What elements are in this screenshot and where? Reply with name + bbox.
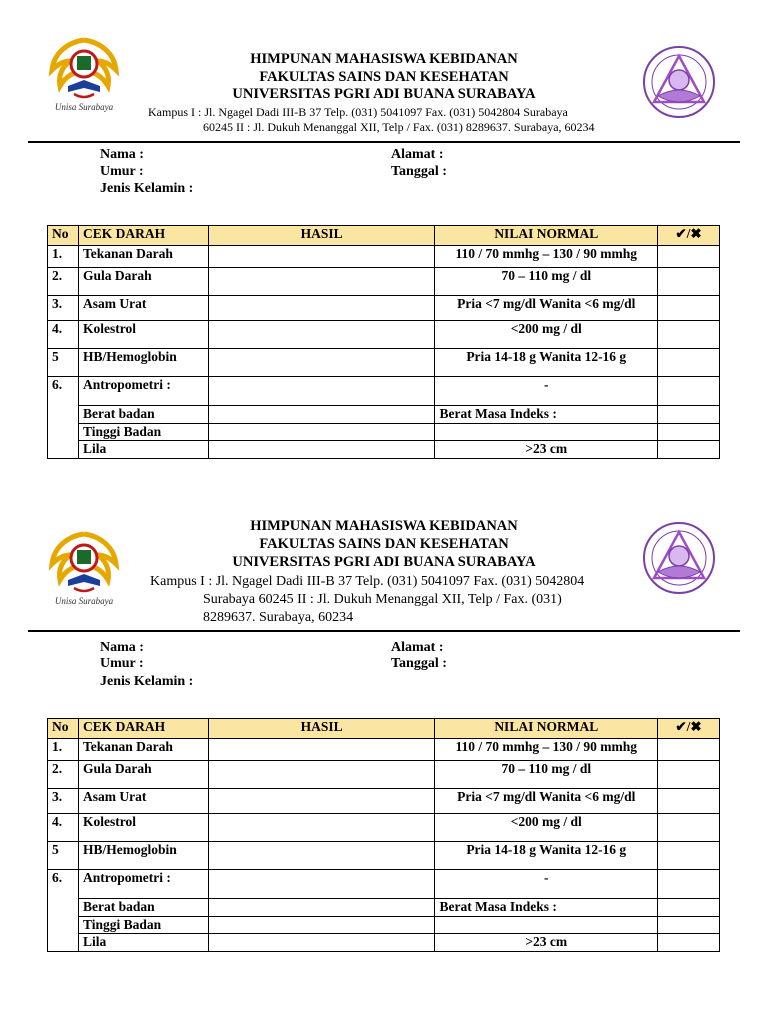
row-no: 2. xyxy=(48,761,79,789)
row-no: 1. xyxy=(48,739,79,761)
row-test: HB/Hemoglobin xyxy=(78,349,208,377)
table-header-row xyxy=(48,226,720,246)
faculty-name: FAKULTAS SAINS DAN KESEHATAN xyxy=(259,69,509,85)
subrow-normal xyxy=(435,424,658,441)
result-cell[interactable] xyxy=(208,441,435,459)
row-test: Antropometri : xyxy=(78,870,208,899)
nama-label: Nama : xyxy=(100,147,144,162)
header-divider xyxy=(28,630,740,632)
table-row xyxy=(48,321,720,349)
nama-label: Nama : xyxy=(100,640,144,655)
himpunan-seal xyxy=(636,44,722,120)
check-cell[interactable] xyxy=(658,296,720,321)
table-row xyxy=(48,296,720,321)
umur-label: Umur : xyxy=(100,164,144,179)
row-test: HB/Hemoglobin xyxy=(78,842,208,870)
university-name: UNIVERSITAS PGRI ADI BUANA SURABAYA xyxy=(232,86,536,102)
row-no: 6. xyxy=(48,377,79,406)
result-cell[interactable] xyxy=(208,377,435,406)
result-cell[interactable] xyxy=(208,406,435,424)
table-row xyxy=(48,739,720,761)
table-row xyxy=(48,789,720,814)
check-cell[interactable] xyxy=(658,761,720,789)
col-header-cek-darah: CEK DARAH xyxy=(78,226,208,246)
result-cell[interactable] xyxy=(208,268,435,296)
col-header-hasil: HASIL xyxy=(208,719,435,739)
col-header-cek-darah: CEK DARAH xyxy=(78,719,208,739)
result-cell[interactable] xyxy=(208,899,435,917)
row-test: Asam Urat xyxy=(78,296,208,321)
check-cell[interactable] xyxy=(658,268,720,296)
table-subrow xyxy=(48,424,720,441)
table-row xyxy=(48,870,720,899)
check-cell[interactable] xyxy=(658,321,720,349)
subrow-test: Lila xyxy=(78,441,208,459)
result-cell[interactable] xyxy=(208,870,435,899)
address-line-2: 60245 II : Jl. Dukuh Menanggal XII, Telp / Fax. (031) 8289637. Surabaya, 60234 xyxy=(203,120,595,134)
subrow-normal xyxy=(435,917,658,934)
org-name: HIMPUNAN MAHASISWA KEBIDANAN xyxy=(250,518,518,534)
col-header-no: No xyxy=(48,226,79,246)
table-row xyxy=(48,349,720,377)
address-line-1: Kampus I : Jl. Ngagel Dadi III-B 37 Telp. (031) 5041097 Fax. (031) 5042804 Surabaya xyxy=(148,105,568,119)
address-line-1: Kampus I : Jl. Ngagel Dadi III-B 37 Telp. (031) 5041097 Fax. (031) 5042804 xyxy=(150,574,585,589)
row-no: 6. xyxy=(48,870,79,899)
table-subrow xyxy=(48,917,720,934)
table-subrow xyxy=(48,899,720,917)
result-cell[interactable] xyxy=(208,296,435,321)
row-normal: 110 / 70 mmhg – 130 / 90 mmhg xyxy=(435,739,658,761)
subrow-normal: >23 cm xyxy=(435,441,658,459)
midwifery-seal-icon xyxy=(636,520,722,596)
subrow-normal: Berat Masa Indeks : xyxy=(435,406,658,424)
table-row xyxy=(48,377,720,406)
row-normal: Pria 14-18 g Wanita 12-16 g xyxy=(435,842,658,870)
row-test: Tekanan Darah xyxy=(78,739,208,761)
row-normal: <200 mg / dl xyxy=(435,814,658,842)
check-cell[interactable] xyxy=(658,899,720,917)
himpunan-seal xyxy=(636,520,722,596)
org-name: HIMPUNAN MAHASISWA KEBIDANAN xyxy=(250,51,518,67)
row-no: 3. xyxy=(48,789,79,814)
row-test: Gula Darah xyxy=(78,761,208,789)
check-cell[interactable] xyxy=(658,917,720,934)
row-normal: - xyxy=(435,377,658,406)
university-name: UNIVERSITAS PGRI ADI BUANA SURABAYA xyxy=(232,554,536,570)
alamat-label: Alamat : xyxy=(391,147,444,162)
health-check-form-1 xyxy=(0,0,768,470)
subrow-normal: >23 cm xyxy=(435,934,658,952)
row-normal: Pria 14-18 g Wanita 12-16 g xyxy=(435,349,658,377)
result-cell[interactable] xyxy=(208,246,435,268)
result-cell[interactable] xyxy=(208,739,435,761)
jenis-kelamin-label: Jenis Kelamin : xyxy=(100,674,194,689)
row-normal: 110 / 70 mmhg – 130 / 90 mmhg xyxy=(435,246,658,268)
table-row xyxy=(48,246,720,268)
check-cell[interactable] xyxy=(658,349,720,377)
table-row xyxy=(48,268,720,296)
alamat-label: Alamat : xyxy=(391,640,444,655)
result-cell[interactable] xyxy=(208,934,435,952)
subrow-test: Berat badan xyxy=(78,899,208,917)
table-row xyxy=(48,814,720,842)
check-cell[interactable] xyxy=(658,377,720,406)
jenis-kelamin-label: Jenis Kelamin : xyxy=(100,181,194,196)
logo-caption: Unisa Surabaya xyxy=(54,596,114,606)
subrow-test: Berat badan xyxy=(78,406,208,424)
row-normal: Pria <7 mg/dl Wanita <6 mg/dl xyxy=(435,296,658,321)
subrow-normal: Berat Masa Indeks : xyxy=(435,899,658,917)
result-cell[interactable] xyxy=(208,814,435,842)
faculty-name: FAKULTAS SAINS DAN KESEHATAN xyxy=(259,536,509,552)
result-cell[interactable] xyxy=(208,917,435,934)
subrow-test: Tinggi Badan xyxy=(78,917,208,934)
row-test: Asam Urat xyxy=(78,789,208,814)
umur-label: Umur : xyxy=(100,656,144,671)
result-cell[interactable] xyxy=(208,321,435,349)
row-no: 5 xyxy=(48,842,79,870)
check-cell[interactable] xyxy=(658,789,720,814)
col-header-check: ✔/✖ xyxy=(658,226,720,246)
row-test: Tekanan Darah xyxy=(78,246,208,268)
check-cell[interactable] xyxy=(658,424,720,441)
result-cell[interactable] xyxy=(208,349,435,377)
address-line-2: Surabaya 60245 II : Jl. Dukuh Menanggal XII, Telp / Fax. (031) xyxy=(203,592,562,607)
midwifery-seal-icon xyxy=(636,44,722,120)
col-header-check: ✔/✖ xyxy=(658,719,720,739)
row-no: 3. xyxy=(48,296,79,321)
result-cell[interactable] xyxy=(208,424,435,441)
result-cell[interactable] xyxy=(208,761,435,789)
header-divider xyxy=(28,141,740,143)
health-check-form-2 xyxy=(0,494,768,974)
col-header-nilai-normal: NILAI NORMAL xyxy=(435,226,658,246)
row-no: 4. xyxy=(48,321,79,349)
check-cell[interactable] xyxy=(658,739,720,761)
table-header-row xyxy=(48,719,720,739)
row-normal: Pria <7 mg/dl Wanita <6 mg/dl xyxy=(435,789,658,814)
check-cell[interactable] xyxy=(658,842,720,870)
row-normal: 70 – 110 mg / dl xyxy=(435,761,658,789)
table-row xyxy=(48,842,720,870)
row-test: Antropometri : xyxy=(78,377,208,406)
col-header-hasil: HASIL xyxy=(208,226,435,246)
row-normal: - xyxy=(435,870,658,899)
row-no: 2. xyxy=(48,268,79,296)
result-cell[interactable] xyxy=(208,842,435,870)
address-line-3: 8289637. Surabaya, 60234 xyxy=(203,610,354,625)
row-normal: <200 mg / dl xyxy=(435,321,658,349)
check-cell[interactable] xyxy=(658,814,720,842)
table-subrow xyxy=(48,441,720,459)
table-subrow xyxy=(48,934,720,952)
subrow-test: Lila xyxy=(78,934,208,952)
row-no: 5 xyxy=(48,349,79,377)
check-cell[interactable] xyxy=(658,934,720,952)
table-subrow xyxy=(48,406,720,424)
table-row xyxy=(48,761,720,789)
blood-check-table xyxy=(47,718,720,952)
logo-caption: Unisa Surabaya xyxy=(54,102,114,112)
blood-check-table xyxy=(47,225,720,459)
tanggal-label: Tanggal : xyxy=(391,164,447,179)
row-test: Gula Darah xyxy=(78,268,208,296)
col-header-no: No xyxy=(48,719,79,739)
result-cell[interactable] xyxy=(208,789,435,814)
row-test: Kolestrol xyxy=(78,814,208,842)
col-header-nilai-normal: NILAI NORMAL xyxy=(435,719,658,739)
check-cell[interactable] xyxy=(658,246,720,268)
subrow-test: Tinggi Badan xyxy=(78,424,208,441)
check-cell[interactable] xyxy=(658,870,720,899)
check-cell[interactable] xyxy=(658,406,720,424)
tanggal-label: Tanggal : xyxy=(391,656,447,671)
row-no: 4. xyxy=(48,814,79,842)
check-cell[interactable] xyxy=(658,441,720,459)
row-test: Kolestrol xyxy=(78,321,208,349)
row-normal: 70 – 110 mg / dl xyxy=(435,268,658,296)
row-no: 1. xyxy=(48,246,79,268)
